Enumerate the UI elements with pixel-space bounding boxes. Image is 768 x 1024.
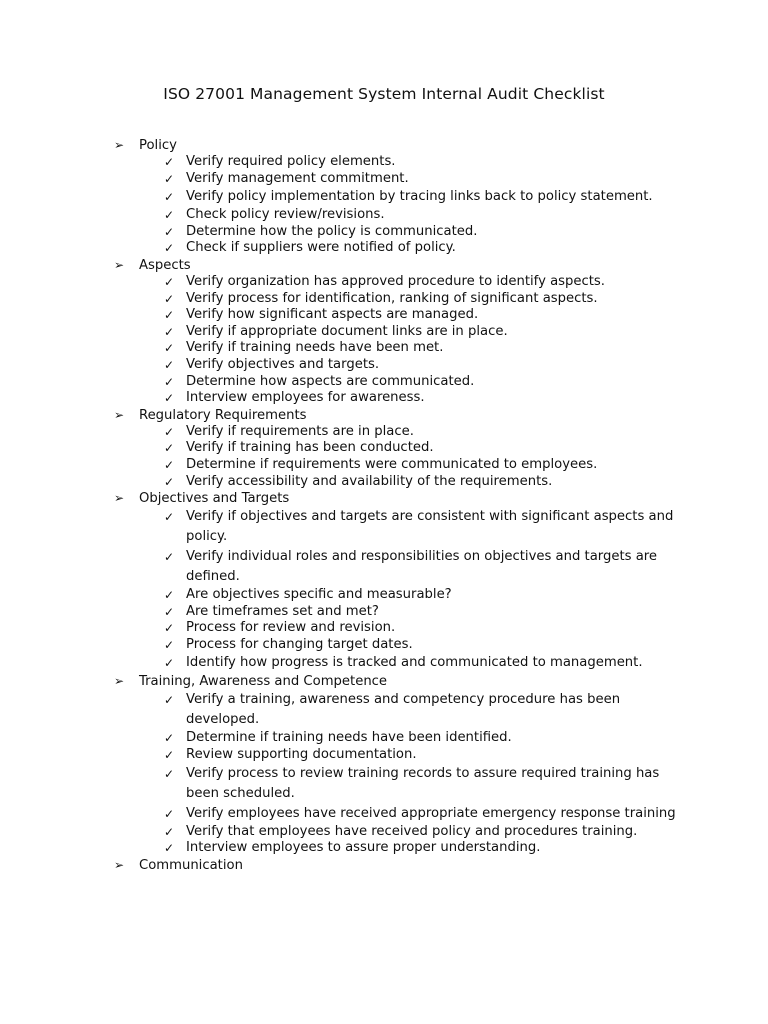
section-title: Objectives and Targets <box>139 491 290 507</box>
checklist-item <box>0 824 676 841</box>
checklist-items <box>0 154 768 257</box>
checkmark-icon: ✓ <box>164 824 175 839</box>
checklist-item-text: Verify if requirements are in place. <box>186 423 414 439</box>
checklist-section <box>0 257 768 407</box>
checkmark-icon: ✓ <box>164 637 175 652</box>
checklist-item-text: Check if suppliers were notified of policy. <box>186 240 456 256</box>
arrow-bullet-icon: ➢ <box>114 138 125 152</box>
checklist-item-text: Determine if requirements were communicated to employees. <box>186 456 598 472</box>
section-heading <box>0 137 768 154</box>
checklist-item <box>0 424 676 441</box>
checklist-item-text: Determine if training needs have been identified. <box>186 730 512 746</box>
checklist-item <box>0 240 676 257</box>
checkmark-icon: ✓ <box>164 841 175 856</box>
checklist-item <box>0 547 676 587</box>
checklist-item-text: Verify how significant aspects are managed. <box>186 307 479 323</box>
checkmark-icon: ✓ <box>164 171 175 186</box>
checklist-item <box>0 357 676 374</box>
checklist-item-text: Verify process for identification, ranking of significant aspects. <box>186 290 598 306</box>
section-title: Regulatory Requirements <box>139 407 307 423</box>
checkmark-icon: ✓ <box>164 693 175 708</box>
arrow-bullet-icon: ➢ <box>114 674 125 689</box>
section-heading <box>0 407 768 424</box>
checklist-item-text: Are objectives specific and measurable? <box>186 587 452 603</box>
checklist-item <box>0 207 676 224</box>
checklist-section <box>0 490 768 673</box>
checklist-section <box>0 857 768 874</box>
checklist-item-text: Verify individual roles and responsibilities on objectives and targets are defined. <box>186 549 658 585</box>
section-title: Communication <box>139 857 243 873</box>
checklist-item-text: Verify process to review training records to assure required training has been scheduled. <box>186 765 660 801</box>
checklist-item <box>0 604 676 621</box>
checklist-item <box>0 840 676 857</box>
checklist <box>0 137 768 874</box>
checkmark-icon: ✓ <box>164 550 175 565</box>
checklist-item <box>0 764 676 804</box>
checkmark-icon: ✓ <box>164 424 175 439</box>
checklist-item-text: Verify a training, awareness and competency procedure has been developed. <box>186 692 621 728</box>
checklist-item <box>0 804 676 824</box>
checklist-item-text: Verify that employees have received policy and procedures training. <box>186 823 638 839</box>
checklist-item <box>0 653 676 673</box>
checklist-item-text: Are timeframes set and met? <box>186 603 379 619</box>
checklist-item <box>0 637 676 654</box>
checkmark-icon: ✓ <box>164 324 175 339</box>
checkmark-icon: ✓ <box>164 510 175 525</box>
arrow-bullet-icon: ➢ <box>114 407 125 422</box>
checkmark-icon: ✓ <box>164 656 175 671</box>
checkmark-icon: ✓ <box>164 806 175 821</box>
checkmark-icon: ✓ <box>164 374 175 389</box>
checkmark-icon: ✓ <box>164 391 175 406</box>
checkmark-icon: ✓ <box>164 208 175 223</box>
checklist-item-text: Verify if training has been conducted. <box>186 440 434 456</box>
checkmark-icon: ✓ <box>164 155 175 169</box>
page-title: ISO 27001 Management System Internal Audit Checklist <box>163 85 605 103</box>
checklist-items <box>0 690 768 856</box>
checkmark-icon: ✓ <box>164 241 175 256</box>
checklist-item <box>0 324 676 341</box>
section-heading <box>0 257 768 274</box>
checklist-item <box>0 390 676 407</box>
checklist-item-text: Review supporting documentation. <box>186 747 417 763</box>
checkmark-icon: ✓ <box>164 766 175 781</box>
arrow-bullet-icon: ➢ <box>114 491 125 506</box>
checklist-item-text: Interview employees to assure proper understanding. <box>186 840 541 856</box>
checklist-item <box>0 340 676 357</box>
checklist-items <box>0 507 768 673</box>
checklist-item-text: Verify employees have received appropriate emergency response training <box>186 805 676 821</box>
checkmark-icon: ✓ <box>164 588 175 603</box>
checklist-item-text: Interview employees for awareness. <box>186 390 425 406</box>
checkmark-icon: ✓ <box>164 731 175 746</box>
section-title: Aspects <box>139 257 191 273</box>
checklist-items <box>0 424 768 490</box>
checklist-item-text: Verify if objectives and targets are consistent with significant aspects and policy. <box>186 509 674 545</box>
checklist-item <box>0 154 676 171</box>
checkmark-icon: ✓ <box>164 357 175 372</box>
checklist-item <box>0 587 676 604</box>
checklist-section <box>0 407 768 490</box>
checklist-item <box>0 374 676 391</box>
checklist-item <box>0 307 676 324</box>
section-heading <box>0 857 768 874</box>
checklist-item-text: Process for changing target dates. <box>186 636 413 652</box>
checklist-item <box>0 507 676 547</box>
checklist-item <box>0 747 676 764</box>
checklist-item-text: Process for review and revision. <box>186 620 396 636</box>
checkmark-icon: ✓ <box>164 190 175 205</box>
checklist-item <box>0 171 676 188</box>
checklist-item <box>0 730 676 747</box>
arrow-bullet-icon: ➢ <box>114 257 125 272</box>
checklist-item-text: Verify if appropriate document links are in place. <box>186 323 508 339</box>
checklist-item-text: Verify required policy elements. <box>186 154 396 169</box>
checklist-section <box>0 673 768 856</box>
checklist-item <box>0 187 676 207</box>
checklist-item-text: Verify organization has approved procedure to identify aspects. <box>186 273 605 289</box>
checklist-item-text: Verify accessibility and availability of the requirements. <box>186 473 553 489</box>
checkmark-icon: ✓ <box>164 308 175 323</box>
checkmark-icon: ✓ <box>164 621 175 636</box>
checklist-item-text: Determine how aspects are communicated. <box>186 373 475 389</box>
checkmark-icon: ✓ <box>164 224 175 239</box>
checklist-item-text: Verify objectives and targets. <box>186 356 380 372</box>
checklist-item <box>0 474 676 491</box>
section-heading <box>0 490 768 507</box>
section-heading <box>0 673 768 690</box>
checklist-item-text: Verify if training needs have been met. <box>186 340 444 356</box>
checklist-item <box>0 224 676 241</box>
checklist-item-text: Verify management commitment. <box>186 170 409 186</box>
checkmark-icon: ✓ <box>164 748 175 763</box>
checklist-item-text: Check policy review/revisions. <box>186 207 385 223</box>
checklist-item-text: Determine how the policy is communicated. <box>186 223 478 239</box>
checklist-item <box>0 274 676 291</box>
checklist-item <box>0 440 676 457</box>
checkmark-icon: ✓ <box>164 341 175 356</box>
checklist-item <box>0 620 676 637</box>
checklist-items <box>0 274 768 407</box>
section-title: Training, Awareness and Competence <box>139 674 388 690</box>
checklist-section <box>0 137 768 257</box>
checkmark-icon: ✓ <box>164 441 175 456</box>
section-title: Policy <box>139 138 177 153</box>
checkmark-icon: ✓ <box>164 291 175 306</box>
checklist-item <box>0 457 676 474</box>
checkmark-icon: ✓ <box>164 457 175 472</box>
arrow-bullet-icon: ➢ <box>114 857 125 872</box>
checklist-item-text: Identify how progress is tracked and communicated to management. <box>186 655 643 671</box>
checklist-item <box>0 291 676 308</box>
checkmark-icon: ✓ <box>164 274 175 289</box>
checklist-item <box>0 690 676 730</box>
checklist-item-text: Verify policy implementation by tracing links back to policy statement. <box>186 189 653 205</box>
checkmark-icon: ✓ <box>164 474 175 489</box>
checkmark-icon: ✓ <box>164 604 175 619</box>
